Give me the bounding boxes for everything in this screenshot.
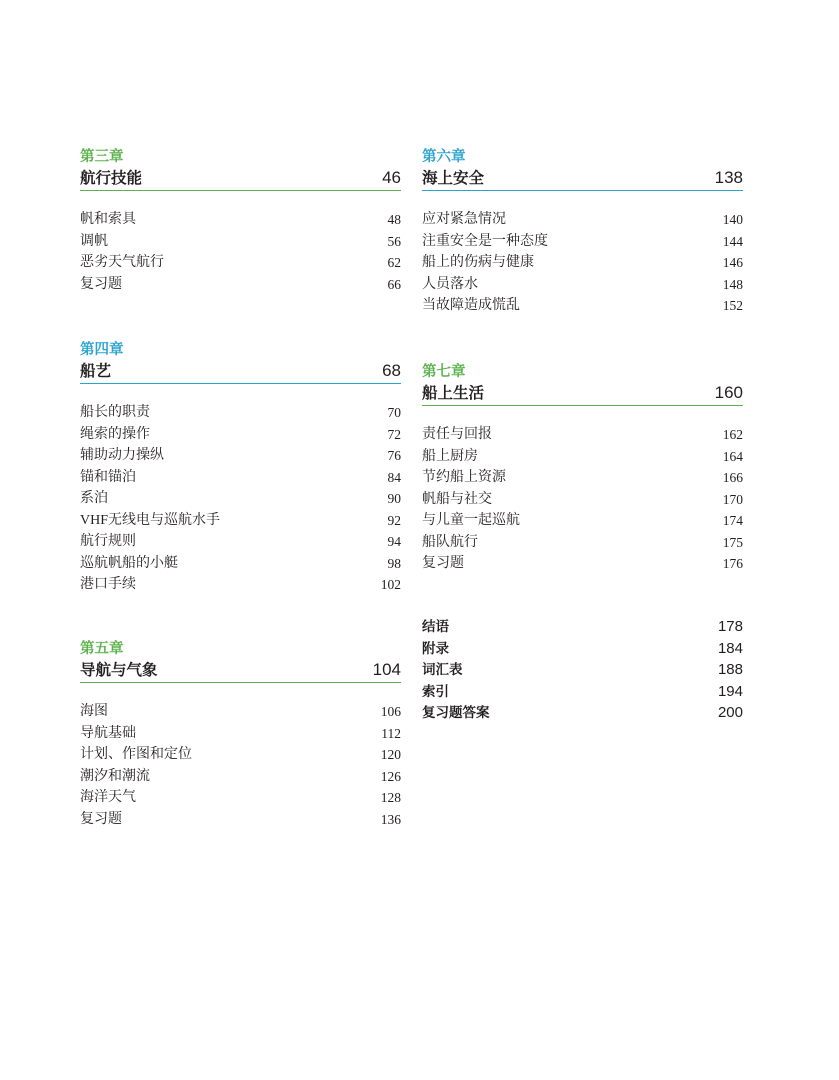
entry-page: 152 [722,298,743,313]
toc-entry[interactable] [422,446,743,468]
toc-entry[interactable] [422,638,743,660]
entry-page: 146 [722,255,743,270]
entry-title: 应对紧急情况 [422,212,506,227]
toc-entry[interactable] [80,744,401,766]
toc-entry[interactable] [422,702,743,724]
chapter-label: 第三章 [80,149,124,165]
entry-page: 62 [387,255,401,270]
toc-entry[interactable] [80,553,401,575]
entry-page: 128 [380,790,401,805]
entry-title: 索引 [422,683,449,699]
entry-page: 72 [387,426,401,442]
entry-page: 148 [722,276,743,292]
entry-title: 海洋天气 [80,790,136,805]
toc-entry[interactable] [80,252,401,274]
chapter-4 [80,341,401,596]
entry-title: 航行规则 [80,534,136,549]
chapter-label: 第六章 [422,149,466,165]
entry-title: 船上的伤病与健康 [422,255,534,270]
entry-page: 178 [717,618,743,635]
toc-entry[interactable] [80,787,401,809]
toc-entry[interactable] [80,424,401,446]
entry-page: 188 [717,661,743,678]
chapter-label: 第七章 [422,364,466,380]
chapter-3 [80,148,401,295]
toc-entry[interactable] [80,209,401,231]
chapter-label: 第四章 [80,342,124,358]
toc-entry[interactable] [422,616,743,638]
entry-title: 帆船与社交 [422,491,492,507]
entry-page: 102 [380,577,401,592]
chapter-heading[interactable] [422,166,743,190]
entry-title: 注重安全是一种态度 [422,233,548,249]
entry-title: 恶劣天气航行 [80,255,164,270]
entry-title: VHF无线电与巡航水手 [80,512,221,528]
toc-entry[interactable] [422,209,743,231]
entry-page: 170 [722,491,743,507]
toc-entry[interactable] [422,489,743,511]
entry-title: 复习题 [80,276,122,292]
entry-title: 计划、作图和定位 [80,747,192,762]
entry-title: 结语 [422,619,449,634]
chapter-page: 104 [372,660,401,679]
chapter-page: 46 [382,168,401,187]
entry-page: 112 [381,725,401,741]
entry-page: 66 [387,276,401,292]
entry-page: 70 [387,405,401,420]
chapter-rule [80,682,401,683]
chapter-page: 160 [714,383,743,402]
entry-page: 176 [722,556,743,571]
entry-list [80,701,401,830]
entry-list [80,209,401,295]
entry-title: 船长的职责 [80,405,150,420]
entry-page: 84 [387,469,401,485]
toc-entry[interactable] [80,445,401,467]
entry-page: 56 [387,233,401,249]
entry-page: 175 [722,534,743,550]
entry-page: 184 [717,639,743,657]
entry-title: 导航基础 [80,725,136,741]
entry-title: 当故障造成慌乱 [422,298,520,313]
toc-entry[interactable] [422,532,743,554]
entry-title: 复习题 [80,811,122,827]
entry-page: 200 [717,704,743,721]
chapter-title: 船艺 [80,363,112,380]
entry-title: 调帆 [80,233,108,249]
entry-title: 海图 [80,704,108,719]
entry-page: 136 [380,811,401,827]
chapter-page: 68 [382,361,401,380]
entry-title: 复习题 [422,556,464,571]
toc-entry[interactable] [422,424,743,446]
entry-page: 140 [722,212,743,227]
chapter-rule [422,405,743,406]
chapter-5 [80,640,401,830]
toc-entry[interactable] [422,231,743,253]
toc-entry[interactable] [80,488,401,510]
toc-entry[interactable] [422,295,743,317]
entry-page: 48 [387,212,401,227]
chapter-heading[interactable] [80,166,401,190]
toc-right-column [422,0,743,1080]
entry-title: 责任与回报 [422,427,492,442]
chapter-page: 138 [714,168,743,187]
toc-entry[interactable] [422,553,743,575]
entry-title: 辅助动力操纵 [80,448,164,463]
toc-entry[interactable] [80,402,401,424]
back-matter-list [422,616,743,724]
entry-title: 巡航帆船的小艇 [80,555,178,571]
entry-page: 98 [387,555,401,571]
chapter-7 [422,363,743,575]
chapter-6 [422,148,743,317]
toc-entry[interactable] [80,723,401,745]
chapter-rule [422,190,743,191]
entry-title: 潮汐和潮流 [80,768,150,784]
entry-page: 166 [722,470,743,485]
toc-entry[interactable] [80,766,401,788]
chapter-heading[interactable] [80,658,401,682]
entry-title: 附录 [422,640,449,656]
toc-entry[interactable] [422,681,743,703]
toc-entry[interactable] [422,252,743,274]
toc-entry[interactable] [80,701,401,723]
entry-title: 锚和锚泊 [80,469,136,485]
chapter-title: 船上生活 [422,385,485,402]
entry-page: 76 [387,448,401,463]
entry-page: 162 [722,427,743,442]
chapter-title: 航行技能 [80,170,143,187]
chapter-heading[interactable] [80,359,401,383]
toc-entry[interactable] [80,467,401,489]
toc-entry[interactable] [422,510,743,532]
toc-entry[interactable] [80,510,401,532]
entry-page: 126 [380,768,401,784]
entry-page: 90 [387,491,401,506]
entry-title: 复习题答案 [422,705,490,720]
entry-page: 164 [722,448,743,464]
toc-entry[interactable] [422,659,743,681]
entry-title: 节约船上资源 [422,470,506,485]
entry-title: 词汇表 [422,662,463,677]
toc-entry[interactable] [80,531,401,553]
toc-entry[interactable] [80,231,401,253]
entry-title: 船上厨房 [422,448,478,464]
entry-list [422,209,743,317]
entry-title: 系泊 [80,491,108,506]
toc-entry[interactable] [422,274,743,296]
entry-title: 船队航行 [422,534,478,550]
entry-page: 194 [717,682,743,700]
toc-entry[interactable] [80,274,401,296]
toc-entry[interactable] [422,467,743,489]
toc-entry[interactable] [80,809,401,831]
entry-page: 94 [387,534,401,549]
entry-title: 帆和索具 [80,212,136,227]
chapter-label: 第五章 [80,641,124,657]
chapter-rule [80,190,401,191]
chapter-title: 导航与气象 [80,662,158,679]
chapter-rule [80,383,401,384]
entry-page: 92 [387,512,401,528]
entry-list [422,424,743,575]
entry-title: 与儿童一起巡航 [422,513,520,528]
entry-title: 人员落水 [422,276,478,292]
entry-page: 120 [380,747,401,762]
entry-page: 144 [722,233,743,249]
entry-page: 106 [380,704,401,719]
toc-left-column [80,0,401,1080]
entry-title: 港口手续 [80,577,136,592]
chapter-title: 海上安全 [422,170,485,187]
entry-page: 174 [722,513,743,528]
chapter-heading[interactable] [422,381,743,405]
entry-title: 绳索的操作 [80,426,150,442]
toc-entry[interactable] [80,574,401,596]
entry-list [80,402,401,596]
